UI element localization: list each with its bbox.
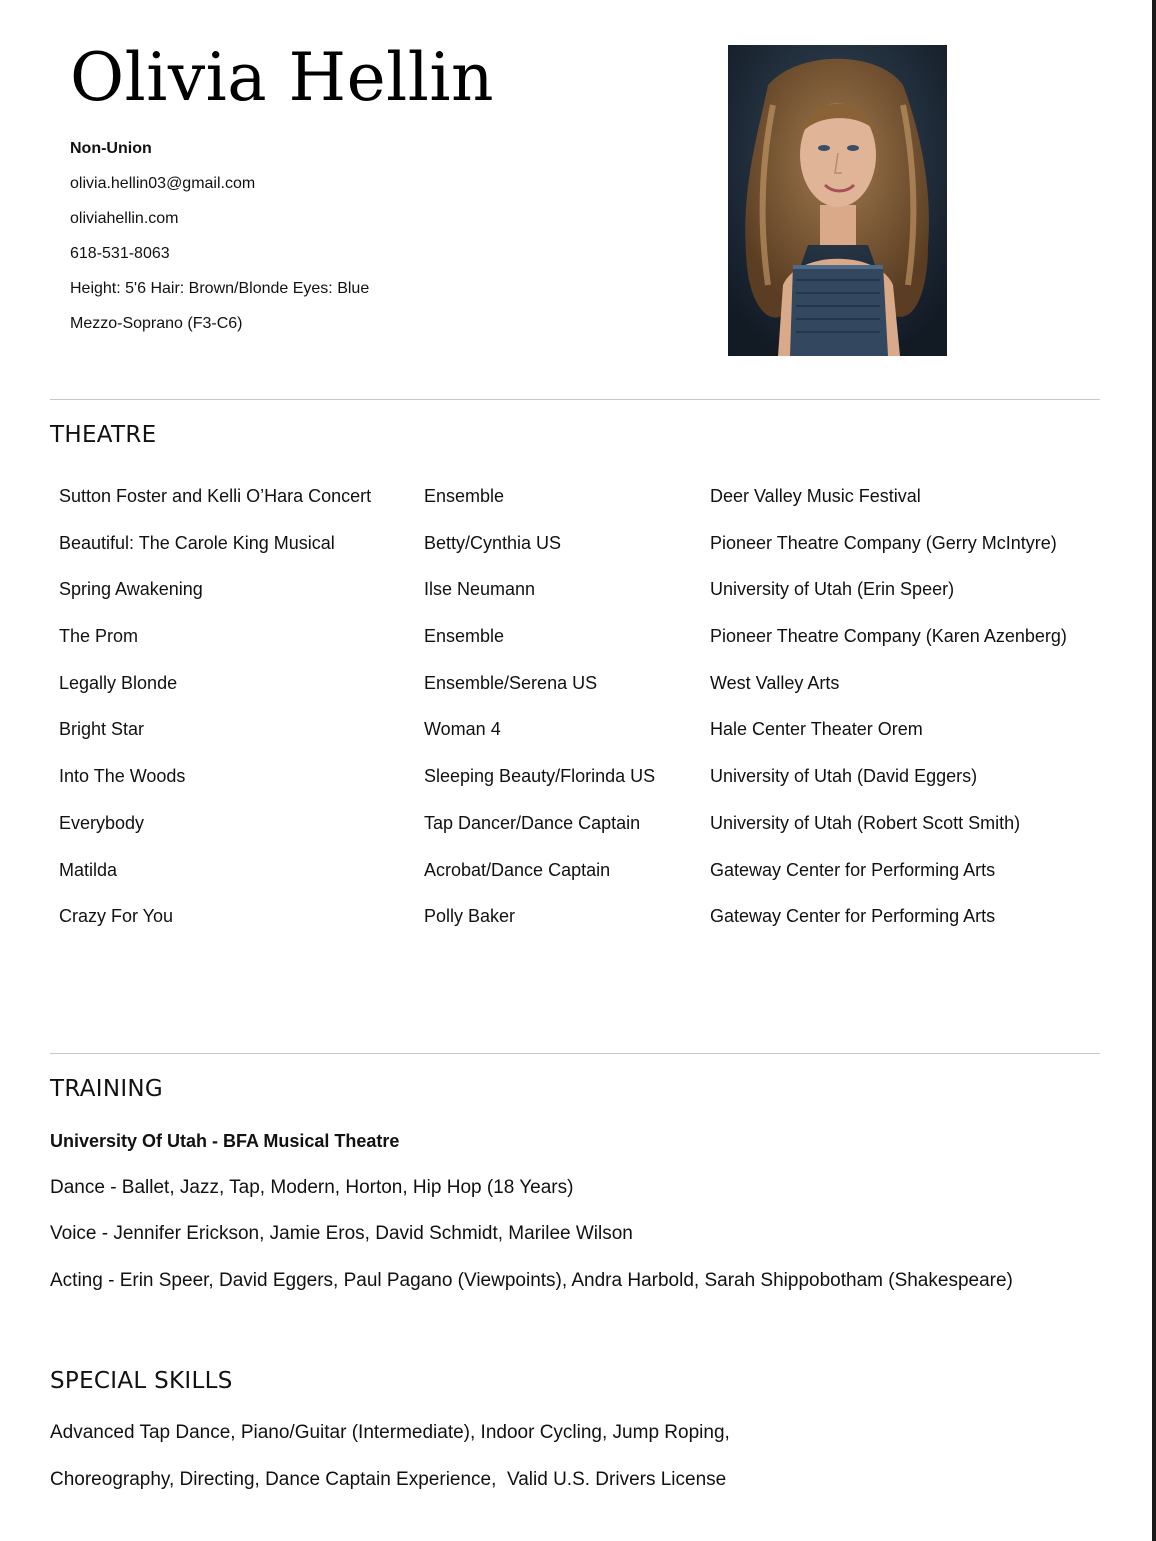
actor-name: Olivia Hellin [70,39,494,116]
role: Tap Dancer/Dance Captain [424,812,641,833]
credit-row [59,855,1119,902]
role: Ensemble [424,486,505,506]
physical-stats: Height: 5'6 Hair: Brown/Blonde Eyes: Blue [70,280,370,297]
training-dance: Dance - Ballet, Jazz, Tap, Modern, Horton, Hip Hop (18 Years) [50,1176,574,1198]
show-title: Spring Awakening [59,579,203,600]
training-school: University Of Utah - BFA Musical Theatre [50,1131,400,1151]
company: Pioneer Theatre Company (Gerry McIntyre) [710,532,1057,553]
credit-row [59,808,1119,855]
email-text: olivia.hellin03@gmail.com [70,175,256,192]
company: Deer Valley Music Festival [710,486,921,506]
page-edge [1152,0,1156,1541]
company: Pioneer Theatre Company (Karen Azenberg) [710,626,1067,647]
skills-line: Advanced Tap Dance, Piano/Guitar (Intermediate), Indoor Cycling, Jump Roping, [50,1422,730,1443]
credit-row [59,621,1119,668]
role: Ensemble [424,626,505,647]
company: Hale Center Theater Orem [710,719,923,740]
company: University of Utah (Robert Scott Smith) [710,812,1021,833]
show-title: The Prom [59,626,139,647]
role: Betty/Cynthia US [424,532,562,553]
role: Ilse Neumann [424,579,536,600]
company: Gateway Center for Performing Arts [710,859,996,880]
show-title: Legally Blonde [59,672,178,693]
show-title: Into The Woods [59,766,186,787]
show-title: Matilda [59,859,118,880]
voice-type: Mezzo-Soprano (F3-C6) [70,315,243,332]
show-title: Crazy For You [59,906,174,927]
show-title: Beautiful: The Carole King Musical [59,532,335,553]
credit-row [59,481,1119,528]
role: Acrobat/Dance Captain [424,859,611,880]
phone-text: 618-531-8063 [70,245,170,262]
skills-heading: SPECIAL SKILLS [50,1368,233,1394]
section-divider [50,1053,1100,1054]
show-title: Bright Star [59,719,145,740]
training-acting: Acting - Erin Speer, David Eggers, Paul Pagano (Viewpoints), Andra Harbold, Sarah Shippobotham (Shakespeare) [50,1269,1013,1291]
role: Sleeping Beauty/Florinda US [424,766,656,787]
section-divider [50,399,1100,400]
website-text: oliviahellin.com [70,210,179,227]
company: Gateway Center for Performing Arts [710,906,996,927]
theatre-heading: THEATRE [50,422,157,448]
role: Woman 4 [424,719,501,740]
union-status: Non-Union [70,140,152,157]
credit-row [59,528,1119,575]
headshot-photo [728,45,947,356]
credit-row [59,901,1119,948]
credit-row [59,761,1119,808]
show-title: Everybody [59,812,145,833]
skills-list [50,1418,730,1512]
theatre-credits [59,481,1119,948]
skills-line: Choreography, Directing, Dance Captain Experience, Valid U.S. Drivers License [50,1469,727,1490]
credit-row [59,574,1119,621]
show-title: Sutton Foster and Kelli O’Hara Concert [59,486,372,506]
contact-block [70,136,369,346]
company: West Valley Arts [710,672,840,693]
role: Ensemble/Serena US [424,672,598,693]
credit-row [59,714,1119,761]
role: Polly Baker [424,906,516,927]
company: University of Utah (David Eggers) [710,766,978,787]
training-list [50,1126,1013,1312]
training-voice: Voice - Jennifer Erickson, Jamie Eros, David Schmidt, Marilee Wilson [50,1223,633,1244]
training-heading: TRAINING [50,1076,164,1102]
company: University of Utah (Erin Speer) [710,579,955,600]
credit-row [59,668,1119,715]
